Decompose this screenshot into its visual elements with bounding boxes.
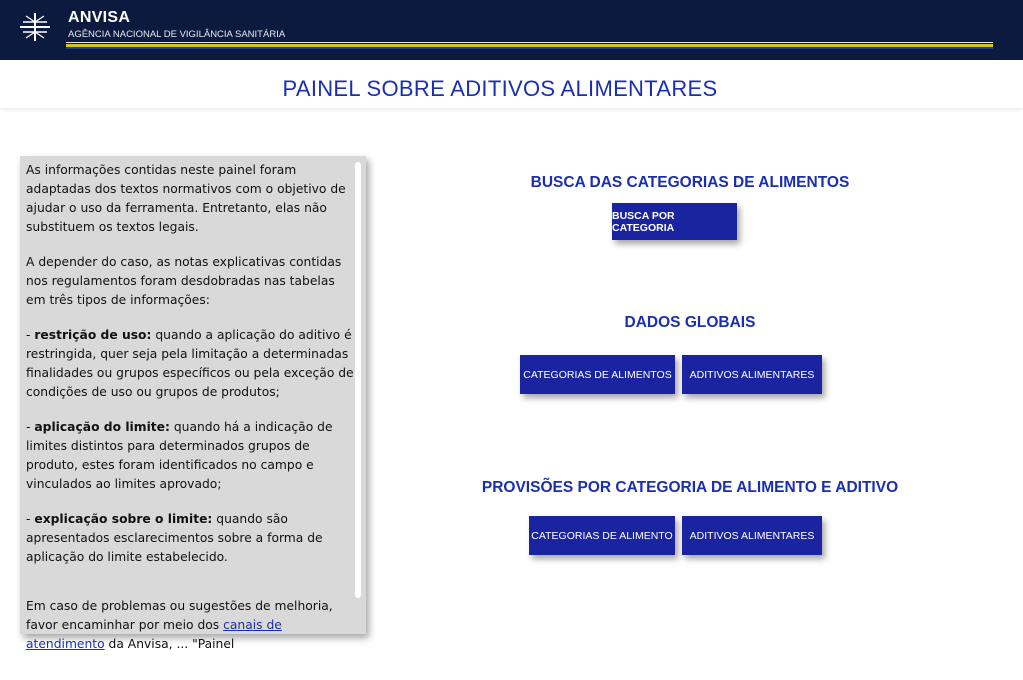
info-text (26, 161, 354, 670)
support-channels-link[interactable]: canais de atendimento (26, 618, 282, 651)
top-header-bar (0, 0, 1023, 60)
title-band (0, 60, 1023, 108)
info-scrollbar-thumb[interactable] (355, 162, 361, 598)
section-title-global-data: DADOS GLOBAIS (624, 314, 756, 331)
info-item-term: explicação sobre o limite: (34, 512, 213, 526)
section-title-provisions: PROVISÕES POR CATEGORIA DE ALIMENTO E ADITIVO (481, 479, 899, 496)
info-item-text: quando a aplicação do aditivo é restringida, quer seja pela limitação a determinadas finalidades ou grupos específicos ou pela exceção de condições de uso ou grupos de produtos; (26, 328, 354, 399)
section-title-search: BUSCA DAS CATEGORIAS DE ALIMENTOS (530, 174, 850, 191)
global-food-additives-button[interactable]: ADITIVOS ALIMENTARES (682, 355, 822, 394)
info-paragraph-contact (26, 597, 354, 654)
info-paragraph-intro: As informações contidas neste painel foram adaptadas dos textos normativos com o objetivo de ajudar o uso da ferramenta. Entretanto, elas não substituem os textos legais. (26, 163, 346, 234)
info-item-term: restrição de uso: (34, 328, 152, 342)
info-panel[interactable] (20, 156, 366, 651)
info-scrollbar[interactable] (356, 158, 364, 630)
header-divider-blue (66, 47, 993, 49)
info-item-limit-application: - aplicação do limite: quando há a indicação de limites distintos para determinados grupos de produto, estes foram identificados no campo e vinculados ao limites aprovado; (26, 420, 333, 491)
global-food-categories-button[interactable]: CATEGORIAS DE ALIMENTOS (520, 355, 675, 394)
brand-name: ANVISA (68, 9, 131, 26)
info-item-text: quando são apresentados esclarecimentos sobre a forma de aplicação do limite estabelecido. (26, 512, 323, 564)
provisions-food-additives-button[interactable]: ADITIVOS ALIMENTARES (682, 516, 822, 555)
contact-text-pre: Em caso de problemas ou sugestões de melhoria, favor encaminhar por meio dos (26, 599, 333, 632)
search-by-category-button[interactable]: BUSCA POR CATEGORIA (612, 203, 737, 240)
info-item-limit-explanation: - explicação sobre o limite: quando são apresentados esclarecimentos sobre a forma de aplicação do limite estabelecido. (26, 512, 323, 564)
header-divider-white (66, 42, 993, 43)
anvisa-logo-icon (18, 10, 52, 44)
info-paragraph-types: A depender do caso, as notas explicativas contidas nos regulamentos foram desdobradas nas tabelas em três tipos de informações: (26, 255, 342, 307)
provisions-food-category-button[interactable]: CATEGORIAS DE ALIMENTO (529, 516, 675, 555)
info-item-term: aplicação do limite: (34, 420, 170, 434)
contact-text-post: da Anvisa, ... "Painel (108, 637, 235, 651)
page-title: PAINEL SOBRE ADITIVOS ALIMENTARES (282, 76, 718, 101)
brand-subtitle: AGÊNCIA NACIONAL DE VIGILÂNCIA SANITÁRIA (68, 29, 286, 40)
info-item-text: quando há a indicação de limites distintos para determinados grupos de produto, estes foram identificados no campo e vinculados ao limites aprovado; (26, 420, 333, 491)
info-item-restriction: - restrição de uso: quando a aplicação do aditivo é restringida, quer seja pela limitação a determinadas finalidades ou grupos específicos ou pela exceção de condições de uso ou grupos de produtos; (26, 328, 354, 399)
